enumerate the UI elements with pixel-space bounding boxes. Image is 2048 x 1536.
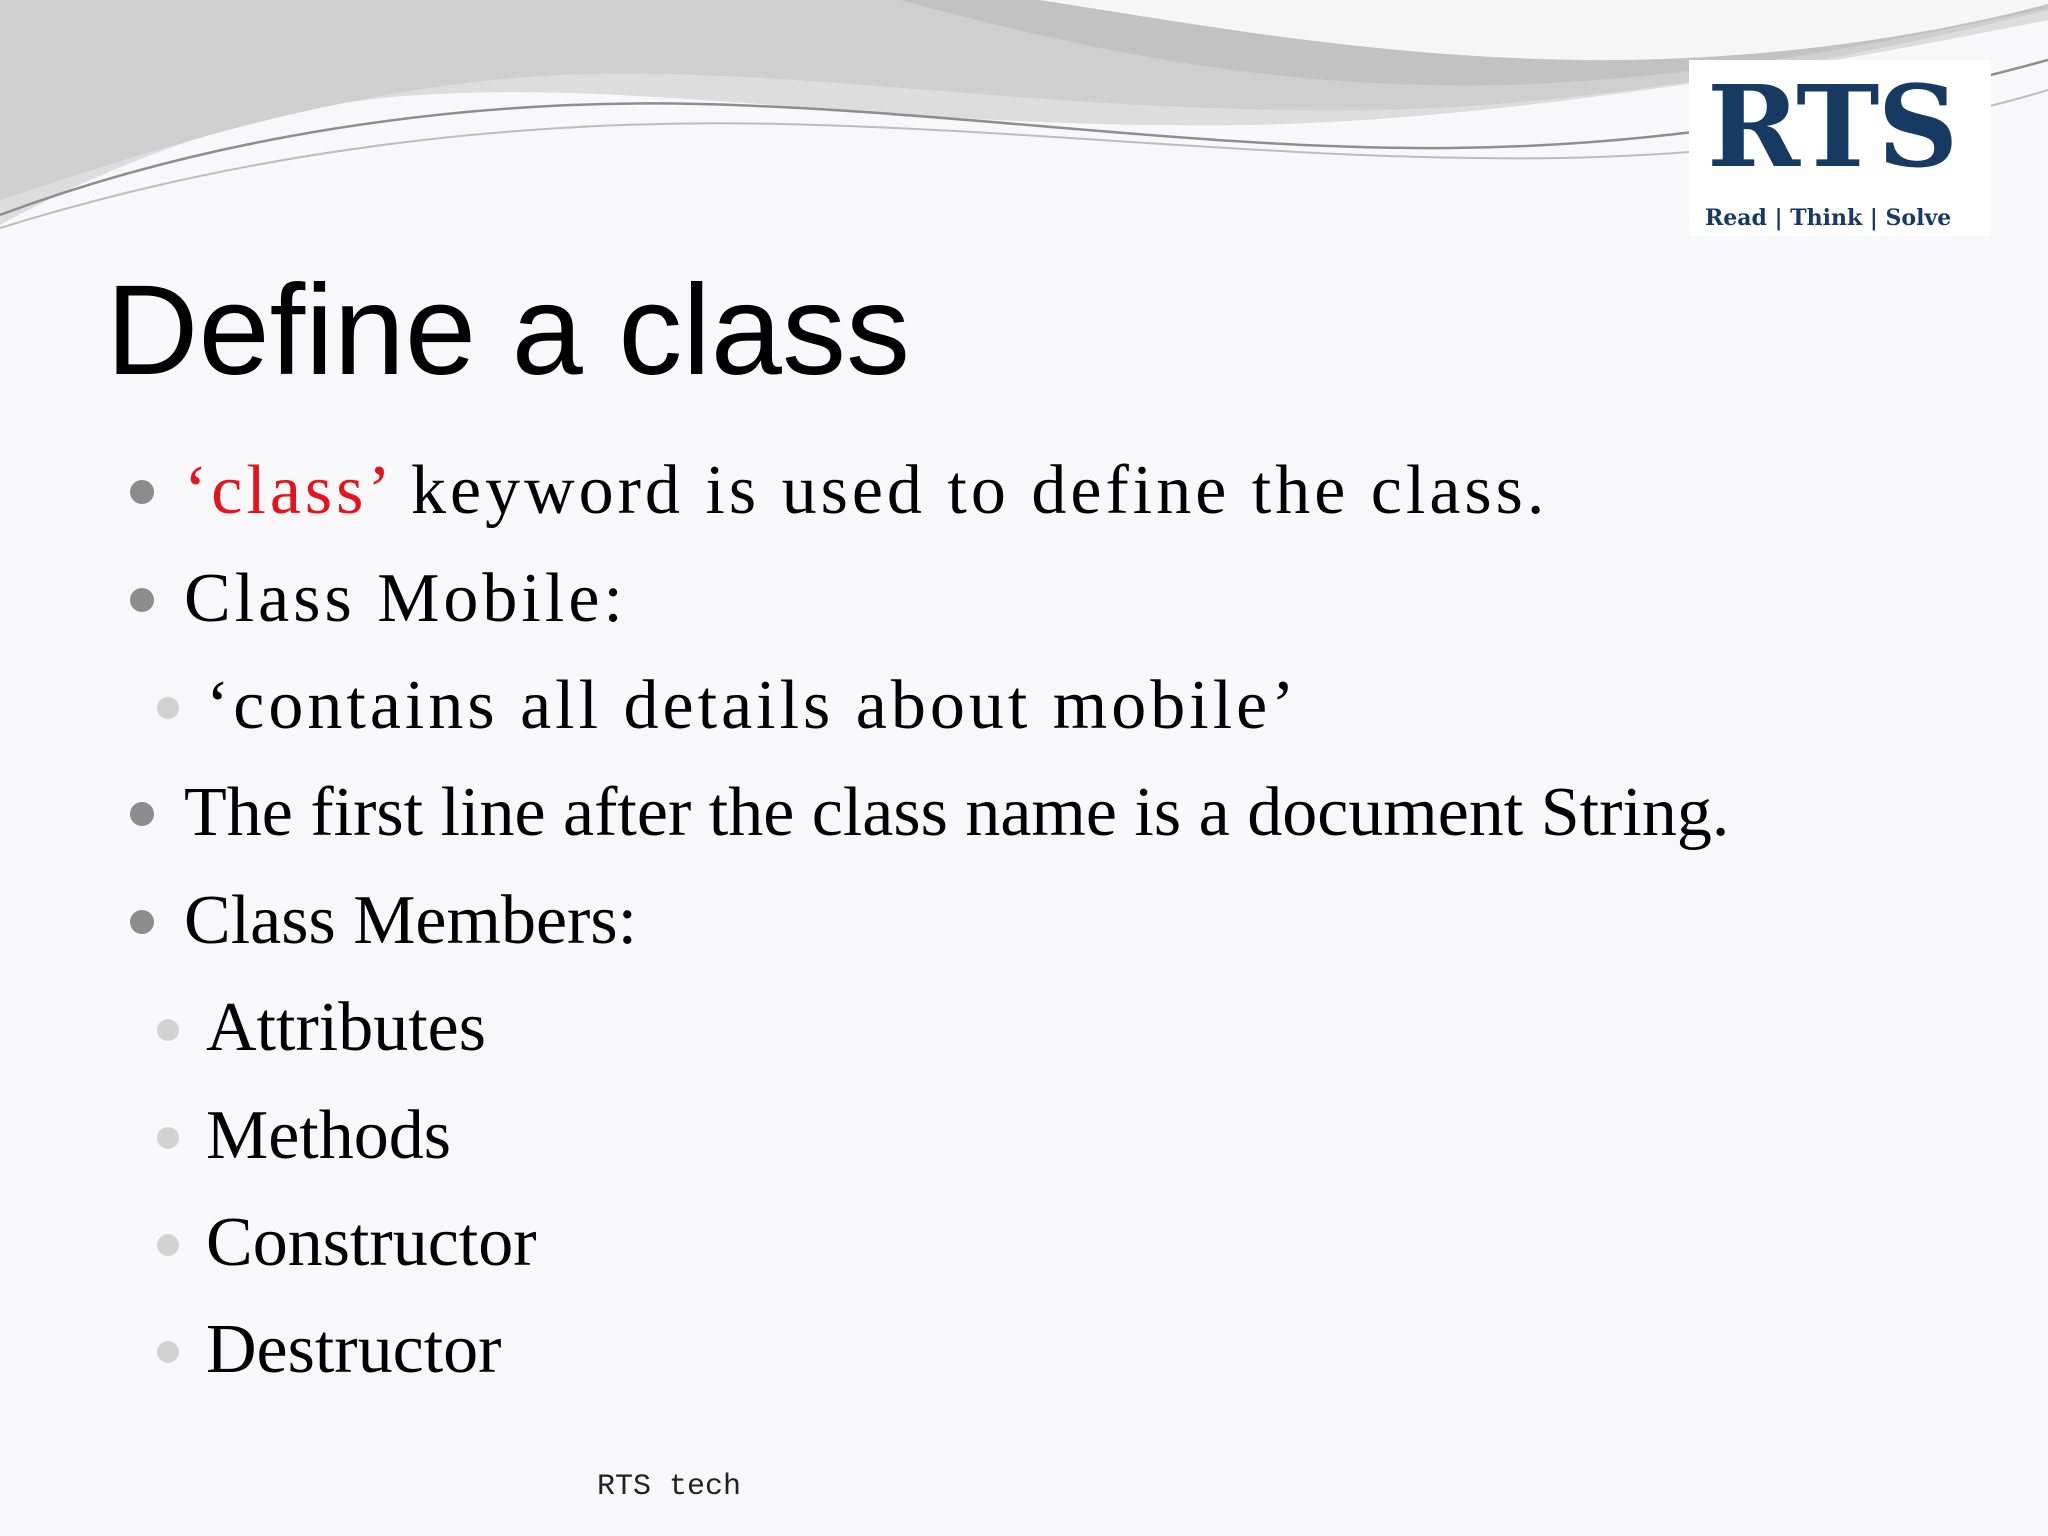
sub-bullet-text: Constructor bbox=[206, 1204, 537, 1281]
bullet-text: keyword is used to define the class. bbox=[389, 452, 1549, 529]
bullet-text: Class Mobile: bbox=[184, 560, 627, 637]
bullet-text: The first line after the class name is a document String. bbox=[184, 774, 1730, 851]
sub-bullet-dot-icon bbox=[157, 1019, 179, 1041]
sub-bullet-dot-icon bbox=[157, 697, 179, 719]
bullet-dot-icon bbox=[130, 480, 154, 504]
bullet-dot-icon bbox=[130, 802, 154, 826]
slide-title: Define a class bbox=[106, 259, 910, 402]
sub-bullet-text: Methods bbox=[206, 1097, 451, 1174]
logo-tagline: Read | Think | Solve bbox=[1705, 205, 1952, 231]
slide-footer: RTS tech bbox=[597, 1470, 742, 1504]
sub-bullet-text: ‘contains all details about mobile’ bbox=[206, 667, 1299, 744]
sub-bullet-dot-icon bbox=[157, 1341, 179, 1363]
sub-bullet-dot-icon bbox=[157, 1127, 179, 1149]
sub-bullet-text: Destructor bbox=[206, 1311, 502, 1388]
bullet-text: Class Members: bbox=[184, 882, 638, 959]
bullet-dot-icon bbox=[130, 910, 154, 934]
sub-bullet-text: Attributes bbox=[206, 989, 486, 1066]
bullet-dot-icon bbox=[130, 588, 154, 612]
rts-logo bbox=[1689, 60, 1991, 236]
class-keyword: ‘class’ bbox=[184, 452, 390, 529]
sub-bullet-dot-icon bbox=[157, 1234, 179, 1256]
logo-wordmark: RTS bbox=[1707, 62, 1957, 193]
